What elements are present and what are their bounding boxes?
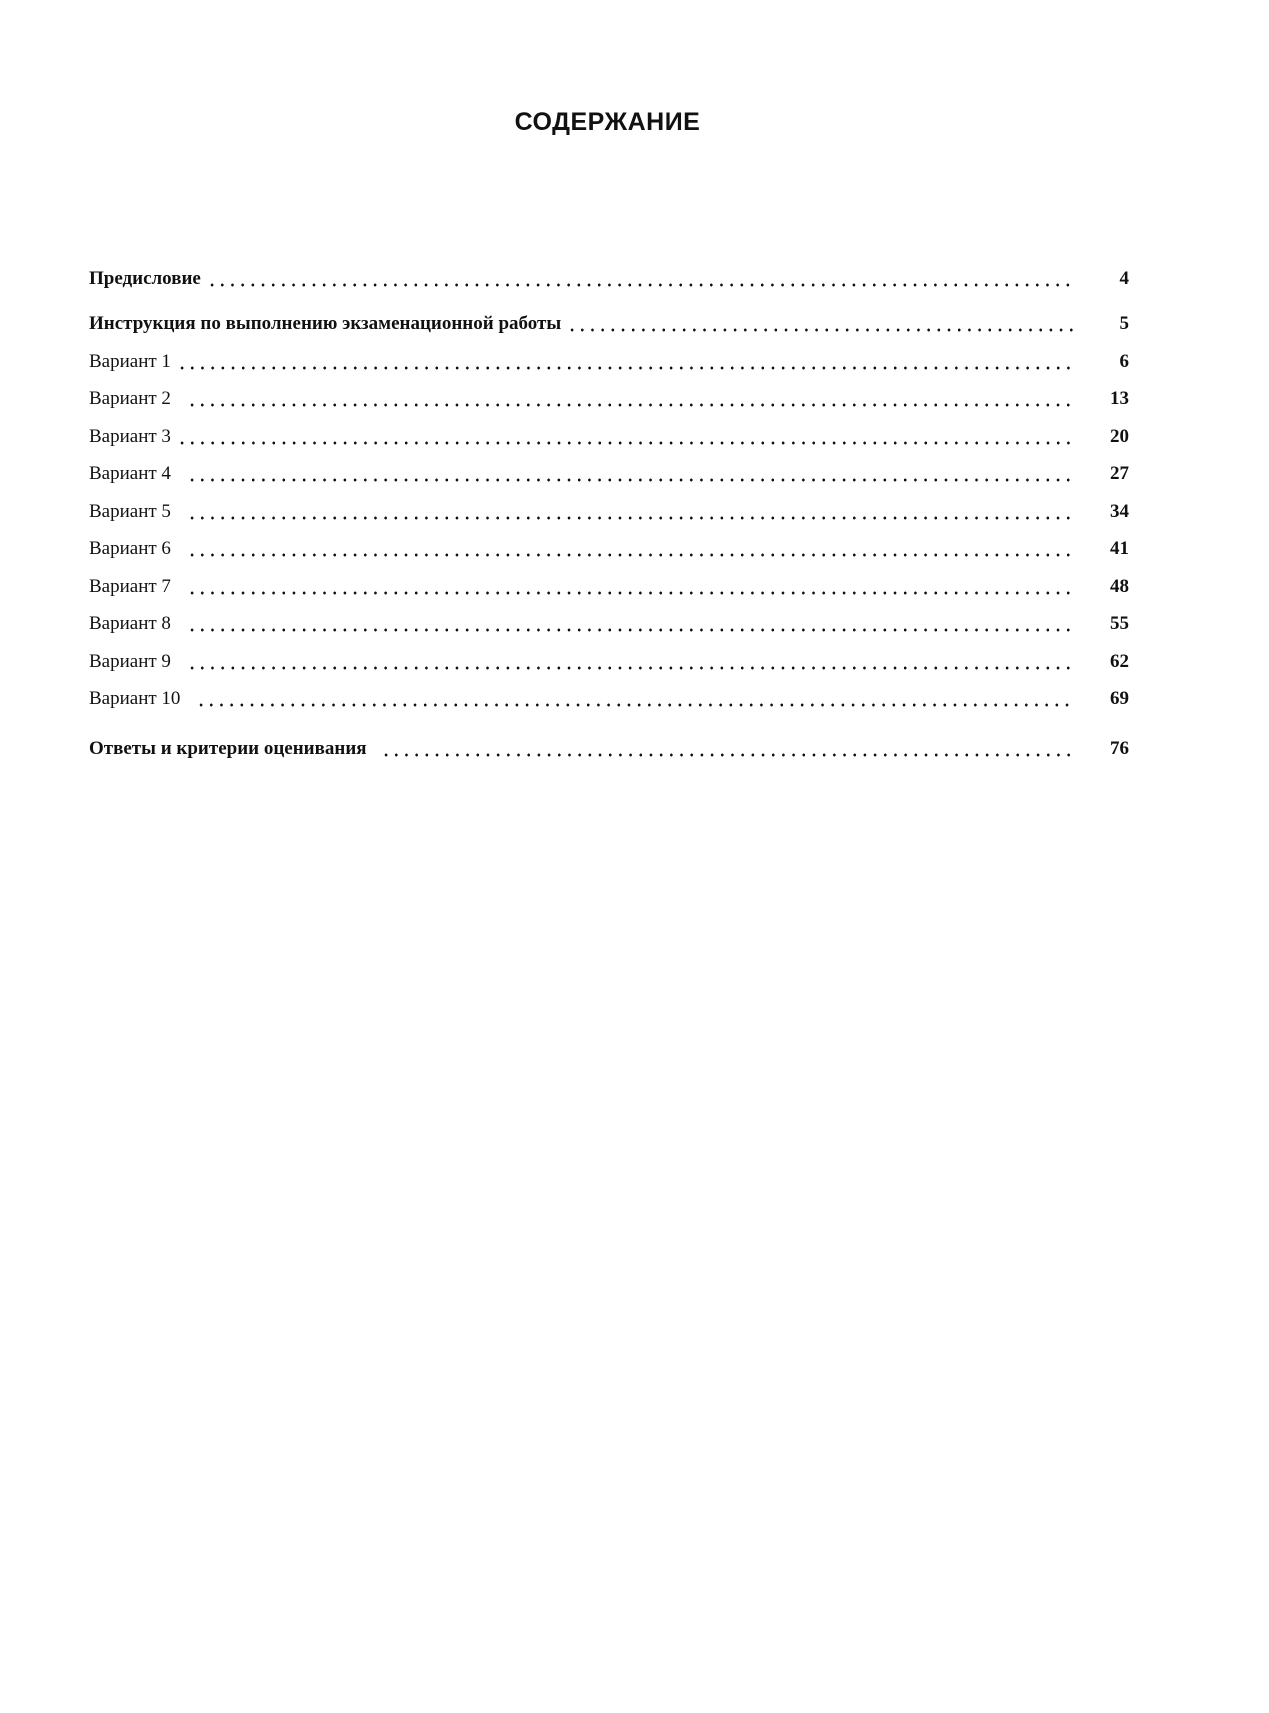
toc-entry-page: 55 bbox=[1110, 613, 1129, 634]
toc-entry-label: Вариант 5 bbox=[89, 501, 171, 522]
toc-leader-dots bbox=[177, 366, 1073, 370]
toc-entry-variant-5[interactable] bbox=[89, 501, 1129, 527]
toc-entry-answers[interactable] bbox=[89, 738, 1129, 764]
page-title: СОДЕРЖАНИЕ bbox=[514, 108, 701, 136]
toc-entry-page: 34 bbox=[1110, 501, 1129, 522]
toc-entry-instructions[interactable] bbox=[89, 313, 1129, 339]
toc-entry-page: 27 bbox=[1110, 463, 1129, 484]
toc-leader-dots bbox=[187, 553, 1073, 557]
toc-leader-dots bbox=[177, 441, 1073, 445]
toc-leader-dots bbox=[567, 328, 1073, 332]
toc-entry-page: 76 bbox=[1110, 738, 1129, 759]
toc-entry-variant-8[interactable] bbox=[89, 613, 1129, 639]
toc-entry-variant-6[interactable] bbox=[89, 538, 1129, 564]
toc-entry-variant-2[interactable] bbox=[89, 388, 1129, 414]
toc-entry-label: Инструкция по выполнению экзаменационной работы bbox=[89, 313, 562, 334]
toc-leader-dots bbox=[187, 628, 1073, 632]
toc-entry-label: Вариант 2 bbox=[89, 388, 171, 409]
toc-entry-variant-4[interactable] bbox=[89, 463, 1129, 489]
toc-entry-page: 41 bbox=[1110, 538, 1129, 559]
toc-entry-page: 13 bbox=[1110, 388, 1129, 409]
toc-leader-dots bbox=[187, 666, 1073, 670]
toc-entry-page: 6 bbox=[1119, 351, 1129, 372]
toc-entry-variant-3[interactable] bbox=[89, 426, 1129, 452]
toc-leader-dots bbox=[381, 753, 1073, 757]
toc-entry-variant-9[interactable] bbox=[89, 651, 1129, 677]
toc-entry-label: Вариант 7 bbox=[89, 576, 171, 597]
toc-entry-label: Вариант 8 bbox=[89, 613, 171, 634]
toc-leader-dots bbox=[196, 703, 1073, 707]
toc-entry-variant-7[interactable] bbox=[89, 576, 1129, 602]
toc-entry-preface[interactable] bbox=[89, 268, 1129, 294]
toc-entry-variant-10[interactable] bbox=[89, 688, 1129, 714]
toc-entry-label: Вариант 10 bbox=[89, 688, 181, 709]
toc-entry-page: 62 bbox=[1110, 651, 1129, 672]
toc-entry-label: Ответы и критерии оценивания bbox=[89, 738, 367, 759]
toc-entry-page: 69 bbox=[1110, 688, 1129, 709]
toc-entry-label: Вариант 3 bbox=[89, 426, 171, 447]
toc-entry-label: Вариант 6 bbox=[89, 538, 171, 559]
toc-entry-label: Вариант 9 bbox=[89, 651, 171, 672]
toc-entry-label: Вариант 4 bbox=[89, 463, 171, 484]
toc-leader-dots bbox=[187, 516, 1073, 520]
toc-leader-dots bbox=[187, 591, 1073, 595]
toc-entry-page: 5 bbox=[1119, 313, 1129, 334]
toc-entry-page: 20 bbox=[1110, 426, 1129, 447]
toc-entry-variant-1[interactable] bbox=[89, 351, 1129, 377]
toc-entry-page: 4 bbox=[1119, 268, 1129, 289]
toc-entry-label: Вариант 1 bbox=[89, 351, 171, 372]
toc-leader-dots bbox=[187, 478, 1073, 482]
toc-entry-page: 48 bbox=[1110, 576, 1129, 597]
toc-leader-dots bbox=[187, 403, 1073, 407]
toc-entry-label: Предисловие bbox=[89, 268, 201, 289]
toc-leader-dots bbox=[207, 283, 1073, 287]
